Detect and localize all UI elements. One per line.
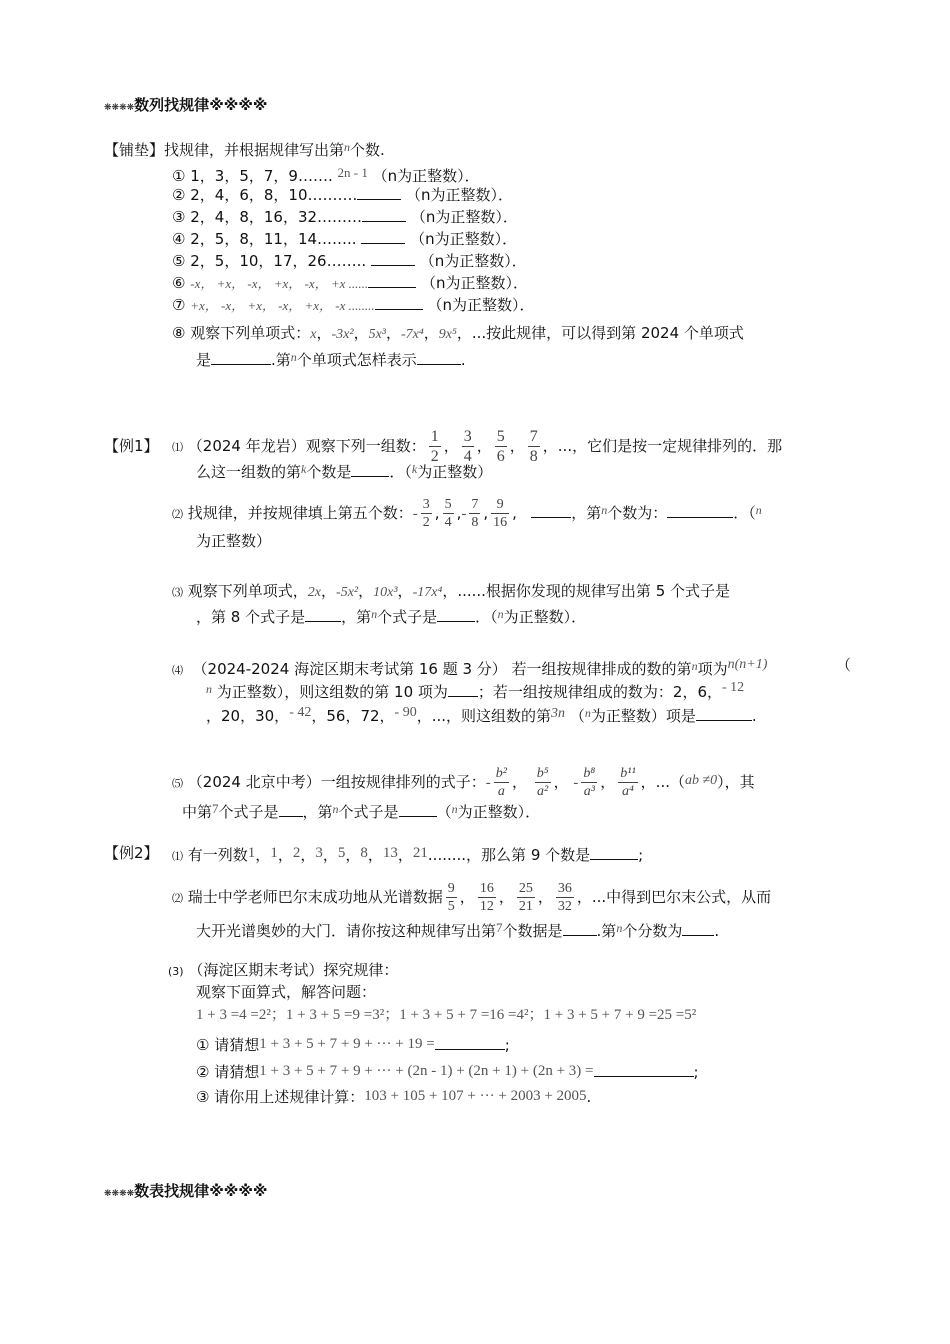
var-n: n xyxy=(206,682,212,696)
li1-p3-text-e: 个式子是 xyxy=(377,608,438,626)
fraction: $\frac{9}{5}$ xyxy=(447,881,455,914)
three-n: 3n xyxy=(551,706,566,721)
li2-p3-text: （海淀区期末考试）探究规律： xyxy=(188,961,399,979)
li2-p1-text: 有一列数 xyxy=(187,846,248,864)
q-num: (3) xyxy=(168,965,184,978)
pudian-item-2 xyxy=(172,185,513,205)
fraction: $\frac{\text{b⁵}}{\text{a²}}$ xyxy=(536,766,549,799)
mono-1: x xyxy=(310,327,317,342)
li1-p3-line1: ⑶ 观察下列单项式，2x，-5x²，10x³，-17x⁴，......根据你发现的规律写出第 5 个式子是 xyxy=(172,582,731,600)
section-title-text: 数表找规律 xyxy=(134,1182,210,1200)
answer-blank[interactable] xyxy=(531,503,571,518)
fraction: $\frac{36}{32}$ xyxy=(557,881,572,914)
var-n: n xyxy=(497,607,504,621)
li2-p2-text-f: 个分数为 xyxy=(622,922,683,940)
item-answer: 2n - 1 xyxy=(337,165,368,180)
minus-sign: - xyxy=(573,775,579,791)
li1-p5-text-f: ，第 xyxy=(302,803,333,821)
q-num: ⑴ xyxy=(172,441,183,454)
li2-p1: ⑴ 有一列数1，1，2，3，5，8，13，21........，那么第 9 个数是 ; xyxy=(172,845,644,864)
answer-blank[interactable] xyxy=(590,845,638,860)
fraction: $\frac{\text{b¹¹}}{\text{a⁴}}$ xyxy=(620,766,636,799)
stars-right: ※※※※ xyxy=(209,96,268,114)
item-seq: +x， -x， +x， -x， +x， -x ........ xyxy=(190,298,375,313)
var-n: n xyxy=(451,802,458,816)
item-mark: ③ xyxy=(172,208,186,226)
pudian-tag: 【铺垫】 xyxy=(104,141,165,159)
li2-p2-text-g: . xyxy=(714,922,720,940)
answer-blank[interactable] xyxy=(361,229,405,244)
period: . xyxy=(586,1088,592,1106)
q-mark: ② xyxy=(196,1063,210,1081)
minus-sign: - xyxy=(461,506,467,522)
q-num: ⑸ xyxy=(172,777,183,790)
answer-blank[interactable] xyxy=(417,350,461,365)
answer-blank[interactable] xyxy=(357,185,401,200)
pudian-item-8-line2 xyxy=(196,347,466,370)
seq-num: 13 xyxy=(382,845,398,861)
seq-num: 21 xyxy=(412,845,428,861)
li1-p5-text: （2024 北京中考）一组按规律排列的式子： xyxy=(187,773,486,791)
n-n-plus-1: n(n+1) xyxy=(727,657,768,672)
li1-p2-text-d: ．（ xyxy=(733,504,756,522)
item-seq: -x， +x， -x， +x， -x， +x ...... xyxy=(190,276,369,291)
q-num: ⑵ xyxy=(172,508,183,521)
q-text: 请你用上述规律计算： xyxy=(214,1088,365,1106)
li1-p4-text-g: ，...，则这组数的第 xyxy=(416,707,552,725)
ab-ne-0: ab ≠0 xyxy=(684,773,718,788)
stars-left: ❋❋❋❋ xyxy=(104,1189,135,1199)
q-num: ⑴ xyxy=(172,850,183,863)
li2-p3-q1 xyxy=(196,1034,510,1055)
fraction: $\frac{7}{8}$ xyxy=(529,428,538,465)
var-n: n xyxy=(344,140,351,154)
li1-p1-text-f: 为正整数） xyxy=(417,463,493,481)
li1-p1-text: （2024 年龙岩）观察下列一组数： xyxy=(187,437,426,455)
li2-p1-text-c: ; xyxy=(638,846,644,864)
li1-p4-line3 xyxy=(206,703,757,726)
li2-p3-line1 xyxy=(168,960,398,982)
li1-p2-line1: ⑵ 找规律，并按规律填上第五个数：- $\frac{3}{2}$ , $\frac{5}{4}$ ,- $\frac{7}{8}$ , $\frac{9}{16}$ , ，第$^n$个数为： ．（$^n$ xyxy=(172,497,762,530)
item-mark: ⑦ xyxy=(172,296,186,314)
item-mark: ⑤ xyxy=(172,252,186,270)
neg-90: - 90 xyxy=(394,705,417,720)
answer-blank[interactable] xyxy=(437,607,475,622)
pudian-intro xyxy=(104,137,385,160)
li1-p5-line1: ⑸ （2024 北京中考）一组按规律排列的式子：- $\frac{\text{b²}}{a}$ ， $\frac{\text{b⁵}}{\text{a²}}$ ， - $\frac{\text{b⁸}}{\text{a³}}$ ， $\frac{\text{b¹¹}}{\text{a⁴}}$ ，...（ab ≠0），其 xyxy=(172,766,755,799)
var-k: k xyxy=(411,462,418,476)
pudian-intro-text: 找规律，并根据规律写出第 xyxy=(164,141,345,159)
answer-blank[interactable] xyxy=(399,802,437,817)
li1-p5-text-i: 为正整数）． xyxy=(457,803,541,821)
li1-p4-text-f: ，56，72， xyxy=(311,707,395,725)
answer-blank[interactable] xyxy=(696,706,752,721)
pudian-item-5 xyxy=(172,251,527,271)
q2-expr: 1 + 3 + 5 + 7 + 9 + ··· + (2n - 1) + (2n + 1) + (2n + 3) = xyxy=(259,1063,594,1079)
seq-num: 5 xyxy=(337,845,346,861)
q-num: ⑷ xyxy=(172,664,183,677)
li2-p3-equations: 1 + 3 =4 =2²；1 + 3 + 5 =9 =3²；1 + 3 + 5 + 7 =16 =4²；1 + 3 + 5 + 7 + 9 =25 =5² xyxy=(196,1007,697,1023)
li1-p1-text-e: ．（ xyxy=(389,463,412,481)
li1-p5-text-b: ，...（ xyxy=(640,773,685,791)
li1-p3-text-g: 为正整数）． xyxy=(503,608,587,626)
li1-p3-text-f: ．（ xyxy=(475,608,498,626)
li1-p4-text-j: . xyxy=(751,707,757,725)
li1-p3-text-c: ，第 8 个式子是 xyxy=(196,608,306,626)
q-num: ⑵ xyxy=(172,892,183,905)
li1-p5-text-e: 个式子是 xyxy=(218,803,279,821)
answer-blank[interactable] xyxy=(563,921,597,936)
pudian-item-7 xyxy=(172,295,534,316)
fraction: $\frac{5}{4}$ xyxy=(444,497,452,530)
seq-num: 2 xyxy=(292,845,301,861)
fraction: $\frac{9}{16}$ xyxy=(493,497,508,530)
li1-p3-text: 观察下列单项式， xyxy=(187,582,308,600)
var-n: n xyxy=(584,706,591,720)
li1-p1-text-b: ，...，它们是按一定规律排列的．那 xyxy=(542,437,783,455)
item-note: （n为正整数）． xyxy=(410,230,518,248)
fraction: $\frac{1}{2}$ xyxy=(430,428,439,465)
mono-5: 9x⁵ xyxy=(438,327,457,342)
answer-blank[interactable] xyxy=(279,802,303,817)
answer-blank[interactable] xyxy=(371,251,415,266)
item-seq: 1，3，5，7，9……. xyxy=(190,167,338,185)
mono-4: -7x⁴ xyxy=(401,327,424,342)
li1-p5-line2 xyxy=(182,799,540,822)
var-n: n xyxy=(371,607,378,621)
answer-blank[interactable] xyxy=(435,1035,505,1050)
semicolon: ; xyxy=(504,1036,510,1054)
item-mark: ⑥ xyxy=(172,274,186,292)
li2-p2-line2 xyxy=(196,918,719,941)
fraction: $\frac{5}{6}$ xyxy=(496,428,505,465)
q-mark: ③ xyxy=(196,1088,210,1106)
mono-1: 2x xyxy=(307,585,322,600)
var-n: n xyxy=(332,802,339,816)
fraction: $\frac{3}{2}$ xyxy=(422,497,430,530)
pudian-item-4 xyxy=(172,229,517,249)
li1-p1-line1: ⑴ （2024 年龙岩）观察下列一组数： $\frac{1}{2}$ ， $\frac{3}{4}$ ， $\frac{5}{6}$ ， $\frac{7}{8}$ ，...，它们是按一定规律排列的．那 xyxy=(172,428,783,465)
li1-p4-paren: （ xyxy=(836,656,852,674)
li1-p4-text-e: ，20，30， xyxy=(206,707,290,725)
var-n: n xyxy=(691,659,698,673)
li1-p3-text-b: ，......根据你发现的规律写出第 5 个式子是 xyxy=(442,582,731,600)
li1-p5-text-d: 中第 xyxy=(182,803,213,821)
pudian-item-6 xyxy=(172,273,528,294)
item-note: （n为正整数）． xyxy=(427,296,535,314)
li2-p3-q3 xyxy=(196,1086,591,1107)
li2-p2-line1: ⑵ 瑞士中学老师巴尔末成功地从光谱数据 $\frac{9}{5}$ ， $\frac{16}{12}$ ， $\frac{25}{21}$ ， $\frac{36}{32}$ ，...中得到巴尔末公式，从而 xyxy=(172,881,772,914)
item-note: （n为正整数）． xyxy=(406,186,514,204)
fraction: $\frac{16}{12}$ xyxy=(479,881,494,914)
li1-p1-line2 xyxy=(196,459,492,482)
stars-right: ※※※※ xyxy=(209,1182,268,1200)
li2-p2-text-b: ，...中得到巴尔末公式，从而 xyxy=(576,888,772,906)
li1-p4-line2 xyxy=(206,678,744,702)
pudian-item-1 xyxy=(172,163,480,186)
q3-expr: 103 + 105 + 107 + ··· + 2003 + 2005 xyxy=(364,1088,587,1104)
item-note: （n为正整数）． xyxy=(372,167,480,185)
fraction: $\frac{25}{21}$ xyxy=(518,881,533,914)
q-mark: ① xyxy=(196,1036,210,1054)
q-text: 请猜想 xyxy=(214,1036,260,1054)
mono-2: -3x² xyxy=(331,327,354,342)
var-k: k xyxy=(301,462,307,476)
answer-blank[interactable] xyxy=(362,207,406,222)
answer-blank[interactable] xyxy=(448,682,478,697)
li1-p2-text-c: 个数为： xyxy=(607,504,668,522)
item8-text-c: 是 xyxy=(196,351,212,369)
fraction: $\frac{3}{4}$ xyxy=(463,428,472,465)
mono-3: 5x³ xyxy=(368,327,386,342)
q-text: 请猜想 xyxy=(214,1063,260,1081)
item-note: （n为正整数）． xyxy=(420,274,528,292)
stars-left: ❋❋❋❋ xyxy=(104,103,135,113)
mono-4: -17x⁴ xyxy=(412,585,443,600)
minus-sign: - xyxy=(412,506,418,522)
seq-num: 8 xyxy=(360,845,368,861)
var-n: n xyxy=(290,350,297,364)
item8-text-f: . xyxy=(460,351,466,369)
var-n: n xyxy=(601,503,608,517)
fraction: $\frac{\text{b⁸}}{\text{a³}}$ xyxy=(583,766,596,799)
section-title-table xyxy=(104,1181,268,1204)
item-mark: ② xyxy=(172,186,186,204)
answer-blank[interactable] xyxy=(211,350,271,365)
item8-text: 观察下列单项式： xyxy=(190,324,311,342)
li1-p4-text-h: （ xyxy=(569,707,585,725)
li1-p3-text-d: ，第 xyxy=(341,608,372,626)
neg-42: - 42 xyxy=(289,705,312,720)
li1-p5-text-c: ），其 xyxy=(717,773,755,791)
li1-p1-text-c: 么这一组数的第 xyxy=(196,463,302,481)
mono-3: 10x³ xyxy=(373,585,398,600)
li1-p4-text-b: 项为 xyxy=(697,660,728,678)
item-note: （n为正整数）． xyxy=(419,252,527,270)
item8-text-e: 个单项式怎样表示 xyxy=(296,351,417,369)
li1-p2-text-e: 为正整数） xyxy=(196,532,272,550)
semicolon: ; xyxy=(693,1063,699,1081)
li1-p4-text-d: ；若一组按规律组成的数为：2，6， xyxy=(477,683,722,701)
answer-blank[interactable] xyxy=(368,273,416,288)
li1-p2-text: 找规律，并按规律填上第五个数： xyxy=(187,504,413,522)
item-seq: 2，5，8，11，14…….. xyxy=(190,230,357,248)
li2-p1-text-b: ........，那么第 9 个数是 xyxy=(427,846,591,864)
item-mark: ⑧ xyxy=(172,324,186,342)
answer-blank[interactable] xyxy=(667,503,733,518)
fraction: $\frac{\text{b²}}{a}$ xyxy=(495,766,507,799)
mono-2: -5x² xyxy=(336,585,359,600)
section-title-sequence xyxy=(104,95,268,118)
li2-p2-text: 瑞士中学老师巴尔末成功地从光谱数据 xyxy=(187,888,443,906)
li1-p2-text-b: ，第 xyxy=(571,504,602,522)
seq-num: 1 xyxy=(270,845,278,861)
seq-num: 3 xyxy=(315,845,323,861)
num-7: 7 xyxy=(496,920,503,935)
answer-blank[interactable] xyxy=(375,295,423,310)
item-seq: 2，4，8，16，32……… xyxy=(190,208,363,226)
minus-sign: - xyxy=(485,775,491,791)
answer-blank[interactable] xyxy=(682,921,714,936)
li1-p5-text-g: 个式子是 xyxy=(338,803,399,821)
item-mark: ④ xyxy=(172,230,186,248)
item-note: （n为正整数）． xyxy=(410,208,518,226)
li1-p3-line2 xyxy=(196,604,586,627)
item-seq: 2，5，10，17，26…….. xyxy=(190,252,367,270)
neg-12: - 12 xyxy=(722,680,745,695)
pudian-item-3 xyxy=(172,207,518,227)
answer-blank[interactable] xyxy=(305,607,341,622)
li1-p2-line2 xyxy=(196,531,271,551)
fraction: $\frac{7}{8}$ xyxy=(471,497,479,530)
li2-p3-line2 xyxy=(196,982,376,1002)
li1-p4-text-i: 为正整数）项是 xyxy=(590,707,696,725)
q-num: ⑶ xyxy=(172,586,183,599)
pudian-intro-end: 个数. xyxy=(350,141,385,159)
answer-blank[interactable] xyxy=(351,462,389,477)
q1-expr: 1 + 3 + 5 + 7 + 9 + ··· + 19 = xyxy=(259,1036,435,1052)
li1-p4-text-c: 为正整数），则这组数的第 10 项为 xyxy=(216,683,448,701)
section-title-text: 数列找规律 xyxy=(134,96,210,114)
item-mark: ① xyxy=(172,167,186,185)
pudian-item-8-line1: ⑧ 观察下列单项式：x，-3x²，5x³，-7x⁴，9x⁵，...按此规律，可以得到第 2024 个单项式 xyxy=(172,324,744,342)
item8-text-b: ，...按此规律，可以得到第 2024 个单项式 xyxy=(456,324,744,342)
li1-p4-text: （2024-2024 海淀区期末考试第 16 题 3 分） 若一组按规律排成的数的第 xyxy=(192,660,692,678)
li1-tag: 【例1】 xyxy=(104,437,159,455)
li1-p1-text-d: 个数是 xyxy=(306,463,352,481)
li1-p5-text-h: （ xyxy=(436,803,452,821)
var-n: n xyxy=(755,503,762,517)
li2-p2-text-e: .第 xyxy=(596,922,617,940)
answer-blank[interactable] xyxy=(594,1062,694,1077)
seq-num: 1 xyxy=(247,845,256,861)
item8-text-d: .第 xyxy=(271,351,291,369)
li2-p2-text-d: 个数据是 xyxy=(502,922,563,940)
num-7: 7 xyxy=(212,801,219,816)
li2-p3-q2 xyxy=(196,1061,699,1082)
item-seq: 2，4，6，8，10………. xyxy=(190,186,358,204)
li2-tag: 【例2】 xyxy=(104,844,159,862)
li2-p2-text-c: 大开光谱奥妙的大门．请你按这种规律写出第 xyxy=(196,922,497,940)
var-n: n xyxy=(616,921,623,935)
li2-p3-text-b: 观察下面算式，解答问题： xyxy=(196,983,377,1001)
